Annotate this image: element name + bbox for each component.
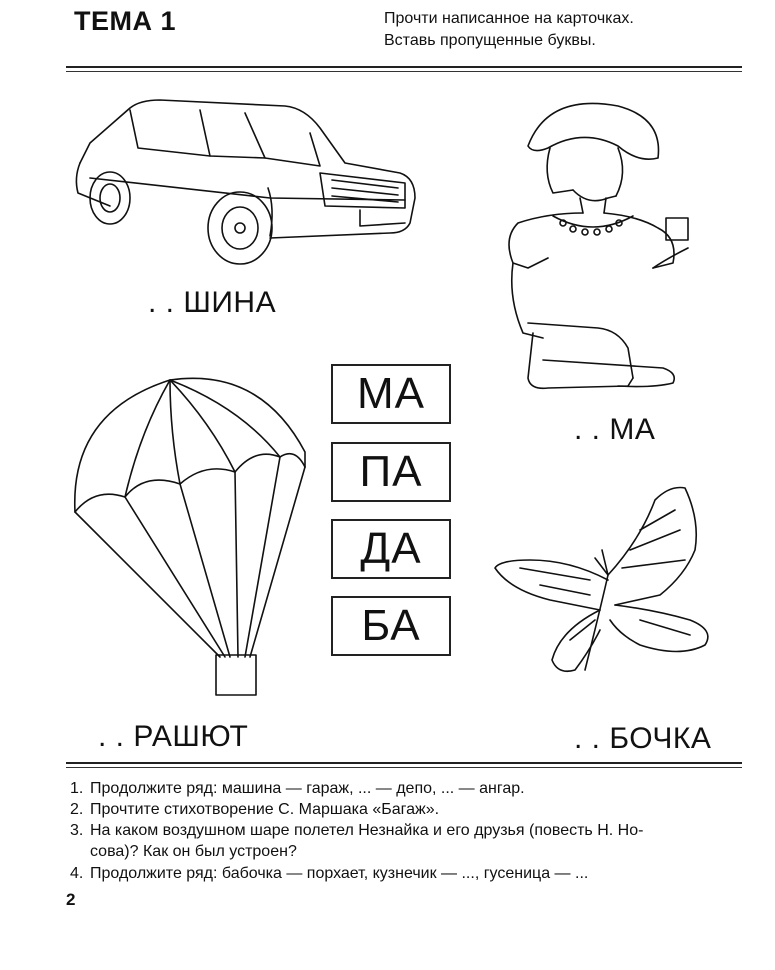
question-text: Продолжите ряд: бабочка — порхает, кузнечик — ..., гусеница — ...	[90, 865, 589, 882]
question-number: 4.	[70, 865, 84, 882]
word-car: . . ШИНА	[148, 286, 277, 319]
question-2	[70, 799, 730, 820]
question-number: 2.	[70, 801, 84, 818]
question-text: Прочтите стихотворение С. Маршака «Багаж».	[90, 801, 440, 818]
syllable-card-pa[interactable]: ПА	[331, 442, 451, 502]
syllable-card-ba[interactable]: БА	[331, 596, 451, 656]
instruction-text	[384, 8, 634, 52]
question-3	[70, 820, 730, 862]
questions-divider-thin	[66, 767, 742, 768]
butterfly-illustration	[490, 480, 710, 690]
instruction-line-1: Прочти написанное на карточках.	[384, 10, 634, 27]
questions-divider	[66, 762, 742, 764]
instruction-line-2: Вставь пропущенные буквы.	[384, 32, 596, 49]
car-illustration	[70, 88, 420, 268]
question-text-continued: сова)? Как он был устроен?	[90, 843, 297, 860]
page-title: ТЕМА 1	[74, 6, 177, 36]
question-number: 1.	[70, 780, 84, 797]
header-divider	[66, 66, 742, 68]
question-1	[70, 778, 730, 799]
header-divider-thin	[66, 71, 742, 72]
syllable-card-da[interactable]: ДА	[331, 519, 451, 579]
question-text: На каком воздушном шаре полетел Незнайка и его друзья (повесть Н. Но-	[90, 822, 644, 839]
word-parachute: . . РАШЮТ	[98, 720, 249, 753]
page-number: 2	[66, 890, 76, 909]
word-woman: . . МА	[574, 413, 656, 446]
question-text: Продолжите ряд: машина — гараж, ... — депо, ... — ангар.	[90, 780, 525, 797]
word-butterfly: . . БОЧКА	[574, 722, 712, 755]
parachute-illustration	[70, 372, 310, 702]
woman-illustration	[488, 98, 688, 398]
question-number: 3.	[70, 822, 84, 839]
syllable-card-ma[interactable]: МА	[331, 364, 451, 424]
question-4	[70, 863, 730, 884]
